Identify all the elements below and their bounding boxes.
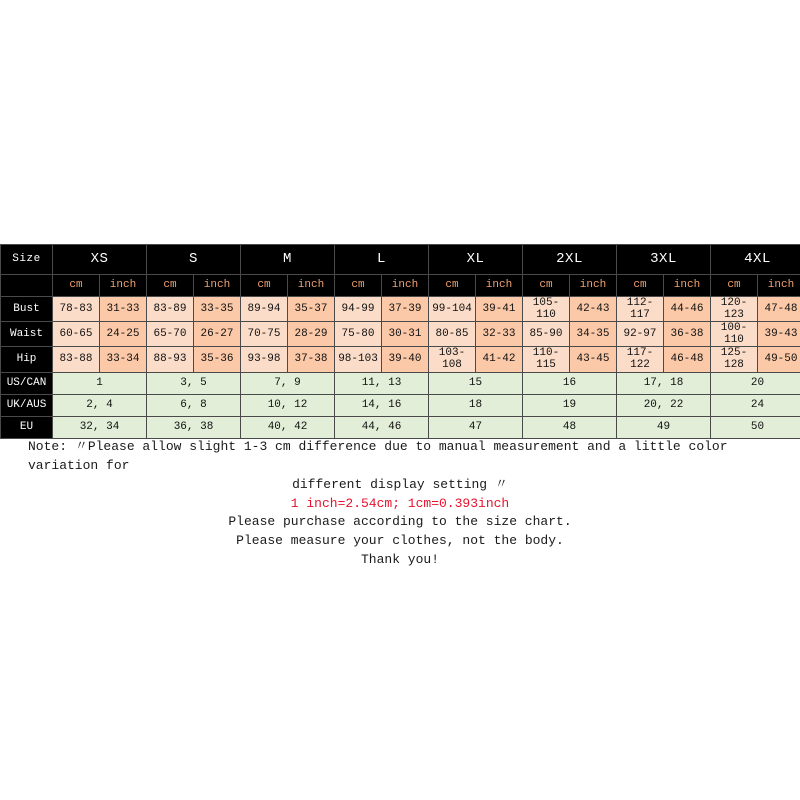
note-thank-you: Thank you! xyxy=(360,552,439,568)
hip-inch-xl: 41-42 xyxy=(476,347,523,372)
bust-cm-l: 94-99 xyxy=(335,297,382,322)
bust-cm-xs: 78-83 xyxy=(53,297,100,322)
bust-cm-m: 89-94 xyxy=(241,297,288,322)
header-unit-inch-3xl: inch xyxy=(664,275,711,297)
uk-aus-l: 14, 16 xyxy=(335,394,429,416)
us-can-xs: 1 xyxy=(53,372,147,394)
hip-inch-s: 35-36 xyxy=(194,347,241,372)
hip-inch-2xl: 43-45 xyxy=(570,347,617,372)
waist-inch-m: 28-29 xyxy=(288,322,335,347)
uk-aus-2xl: 19 xyxy=(523,394,617,416)
hip-cm-3xl: 117-122 xyxy=(617,347,664,372)
waist-cm-3xl: 92-97 xyxy=(617,322,664,347)
header-unit-inch-s: inch xyxy=(194,275,241,297)
header-size-l: L xyxy=(335,245,429,275)
table-row xyxy=(1,347,800,372)
hip-cm-m: 93-98 xyxy=(241,347,288,372)
bust-cm-s: 83-89 xyxy=(147,297,194,322)
eu-4xl: 50 xyxy=(711,416,800,438)
uk-aus-s: 6, 8 xyxy=(147,394,241,416)
header-size-2xl: 2XL xyxy=(523,245,617,275)
header-unit-cm-l: cm xyxy=(335,275,382,297)
header-unit-inch-4xl: inch xyxy=(758,275,800,297)
eu-2xl: 48 xyxy=(523,416,617,438)
eu-l: 44, 46 xyxy=(335,416,429,438)
hip-cm-xl: 103-108 xyxy=(429,347,476,372)
header-unit-cm-xl: cm xyxy=(429,275,476,297)
us-can-s: 3, 5 xyxy=(147,372,241,394)
waist-cm-xl: 80-85 xyxy=(429,322,476,347)
header-unit-cm-s: cm xyxy=(147,275,194,297)
bust-cm-4xl: 120-123 xyxy=(711,297,758,322)
note-measure-advice: Please measure your clothes, not the body. xyxy=(236,533,564,549)
bust-inch-2xl: 42-43 xyxy=(570,297,617,322)
header-unit-inch-m: inch xyxy=(288,275,335,297)
note-purchase-advice: Please purchase according to the size chart. xyxy=(228,514,572,530)
waist-inch-xs: 24-25 xyxy=(100,322,147,347)
us-can-xl: 15 xyxy=(429,372,523,394)
waist-cm-2xl: 85-90 xyxy=(523,322,570,347)
waist-cm-s: 65-70 xyxy=(147,322,194,347)
waist-cm-4xl: 100-110 xyxy=(711,322,758,347)
table-row xyxy=(1,394,800,416)
waist-inch-3xl: 36-38 xyxy=(664,322,711,347)
table-row xyxy=(1,297,800,322)
us-can-l: 11, 13 xyxy=(335,372,429,394)
header-size-3xl: 3XL xyxy=(617,245,711,275)
bust-inch-xl: 39-41 xyxy=(476,297,523,322)
eu-3xl: 49 xyxy=(617,416,711,438)
uk-aus-4xl: 24 xyxy=(711,394,800,416)
note-measurement-disclaimer xyxy=(0,438,800,495)
us-can-4xl: 20 xyxy=(711,372,800,394)
waist-inch-xl: 32-33 xyxy=(476,322,523,347)
hip-inch-3xl: 46-48 xyxy=(664,347,711,372)
hip-cm-l: 98-103 xyxy=(335,347,382,372)
header-size-4xl: 4XL xyxy=(711,245,800,275)
header-unit-cm-4xl: cm xyxy=(711,275,758,297)
eu-xs: 32, 34 xyxy=(53,416,147,438)
waist-cm-l: 75-80 xyxy=(335,322,382,347)
bust-inch-4xl: 47-48 xyxy=(758,297,800,322)
header-size-s: S xyxy=(147,245,241,275)
header-size-xl: XL xyxy=(429,245,523,275)
waist-inch-4xl: 39-43 xyxy=(758,322,800,347)
header-unit-cm-3xl: cm xyxy=(617,275,664,297)
row-label-us-can: US/CAN xyxy=(1,372,53,394)
header-unit-inch-2xl: inch xyxy=(570,275,617,297)
header-unit-cm-m: cm xyxy=(241,275,288,297)
header-size-xs: XS xyxy=(53,245,147,275)
hip-cm-2xl: 110-115 xyxy=(523,347,570,372)
note-unit-conversion: 1 inch=2.54cm; 1cm=0.393inch xyxy=(290,495,510,511)
header-size-label: Size xyxy=(1,245,53,275)
header-unit-inch-xs: inch xyxy=(100,275,147,297)
row-label-hip: Hip xyxy=(1,347,53,372)
waist-cm-m: 70-75 xyxy=(241,322,288,347)
hip-cm-4xl: 125-128 xyxy=(711,347,758,372)
size-chart-container xyxy=(0,244,800,439)
eu-s: 36, 38 xyxy=(147,416,241,438)
header-unit-blank xyxy=(1,275,53,297)
bust-cm-3xl: 112-117 xyxy=(617,297,664,322)
notes-block xyxy=(0,438,800,570)
bust-inch-xs: 31-33 xyxy=(100,297,147,322)
table-header-units xyxy=(1,275,800,297)
header-unit-cm-2xl: cm xyxy=(523,275,570,297)
hip-cm-xs: 83-88 xyxy=(53,347,100,372)
uk-aus-3xl: 20, 22 xyxy=(617,394,711,416)
note-line1b: different display setting 〃 xyxy=(292,476,508,492)
us-can-2xl: 16 xyxy=(523,372,617,394)
bust-inch-m: 35-37 xyxy=(288,297,335,322)
bust-inch-s: 33-35 xyxy=(194,297,241,322)
note-prefix: Note: xyxy=(28,439,68,454)
uk-aus-xl: 18 xyxy=(429,394,523,416)
table-header-sizes xyxy=(1,245,800,275)
bust-cm-2xl: 105-110 xyxy=(523,297,570,322)
row-label-uk-aus: UK/AUS xyxy=(1,394,53,416)
uk-aus-m: 10, 12 xyxy=(241,394,335,416)
row-label-bust: Bust xyxy=(1,297,53,322)
table-row xyxy=(1,322,800,347)
header-size-m: M xyxy=(241,245,335,275)
hip-inch-4xl: 49-50 xyxy=(758,347,800,372)
row-label-eu: EU xyxy=(1,416,53,438)
header-unit-inch-l: inch xyxy=(382,275,429,297)
us-can-3xl: 17, 18 xyxy=(617,372,711,394)
uk-aus-xs: 2, 4 xyxy=(53,394,147,416)
row-label-waist: Waist xyxy=(1,322,53,347)
us-can-m: 7, 9 xyxy=(241,372,335,394)
note-line1a: 〃Please allow slight 1-3 cm difference due to manual measurement and a little color variation for xyxy=(28,439,728,473)
hip-inch-m: 37-38 xyxy=(288,347,335,372)
header-unit-inch-xl: inch xyxy=(476,275,523,297)
size-chart-table xyxy=(0,244,800,439)
waist-cm-xs: 60-65 xyxy=(53,322,100,347)
bust-inch-3xl: 44-46 xyxy=(664,297,711,322)
eu-m: 40, 42 xyxy=(241,416,335,438)
hip-inch-xs: 33-34 xyxy=(100,347,147,372)
hip-inch-l: 39-40 xyxy=(382,347,429,372)
bust-cm-xl: 99-104 xyxy=(429,297,476,322)
header-unit-cm-xs: cm xyxy=(53,275,100,297)
waist-inch-s: 26-27 xyxy=(194,322,241,347)
waist-inch-2xl: 34-35 xyxy=(570,322,617,347)
table-row xyxy=(1,372,800,394)
table-row xyxy=(1,416,800,438)
bust-inch-l: 37-39 xyxy=(382,297,429,322)
waist-inch-l: 30-31 xyxy=(382,322,429,347)
hip-cm-s: 88-93 xyxy=(147,347,194,372)
eu-xl: 47 xyxy=(429,416,523,438)
